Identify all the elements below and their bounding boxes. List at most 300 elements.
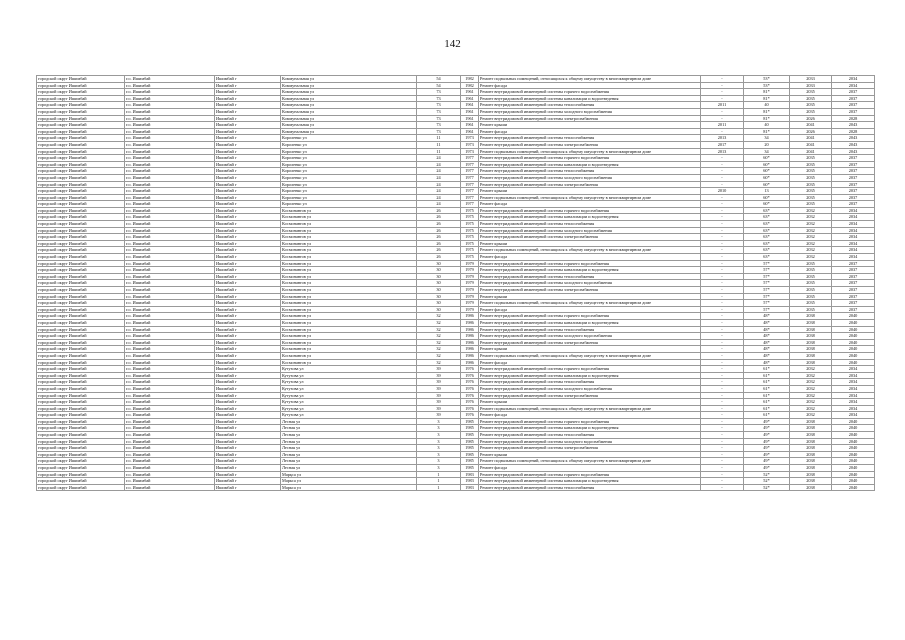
cell-municipality: городской округ Ишимбай (37, 458, 125, 465)
cell-wear-percent: 48* (744, 339, 790, 346)
cell-work-type: Ремонт внутридомовой инженерной системы холодного водоснабжения (479, 280, 701, 287)
cell-last-repair-year: - (701, 471, 744, 478)
cell-period-start: 2032 (790, 247, 832, 254)
cell-locality: Ишимбай г (215, 76, 281, 83)
cell-locality: Ишимбай г (215, 432, 281, 439)
table-row (37, 108, 875, 115)
table-row (37, 227, 875, 234)
cell-period-start: 2035 (790, 181, 832, 188)
cell-period-end: 2037 (832, 188, 875, 195)
cell-work-type: Ремонт внутридомовой инженерной системы канализации и водоотведения (479, 425, 701, 432)
cell-settlement: г.о. Ишимбай (125, 306, 215, 313)
cell-work-type: Ремонт подвальных помещений, относящихся к общему имуществу в многоквартирном доме (479, 352, 701, 359)
cell-build-year: 1985 (461, 465, 479, 472)
cell-build-year: 1961 (461, 128, 479, 135)
table-row (37, 82, 875, 89)
cell-last-repair-year: - (701, 115, 744, 122)
cell-work-type: Ремонт внутридомовой инженерной системы электроснабжения (479, 445, 701, 452)
cell-build-year: 1979 (461, 273, 479, 280)
cell-work-type: Ремонт внутридомовой инженерной системы теплоснабжения (479, 326, 701, 333)
cell-last-repair-year: - (701, 319, 744, 326)
cell-house-number: 11 (417, 135, 461, 142)
cell-last-repair-year: - (701, 465, 744, 472)
cell-build-year: 1985 (461, 451, 479, 458)
cell-last-repair-year: - (701, 260, 744, 267)
cell-build-year: 1985 (461, 425, 479, 432)
cell-period-end: 2037 (832, 108, 875, 115)
cell-work-type: Ремонт внутридомовой инженерной системы горячего водоснабжения (479, 155, 701, 162)
cell-last-repair-year: - (701, 214, 744, 221)
cell-period-end: 2034 (832, 234, 875, 241)
cell-period-end: 2034 (832, 82, 875, 89)
cell-period-end: 2037 (832, 194, 875, 201)
cell-wear-percent: 63* (744, 234, 790, 241)
cell-locality: Ишимбай г (215, 399, 281, 406)
table-row (37, 359, 875, 366)
cell-work-type: Ремонт внутридомовой инженерной системы теплоснабжения (479, 221, 701, 228)
table-row (37, 174, 875, 181)
cell-period-start: 2035 (790, 174, 832, 181)
cell-wear-percent: 60* (744, 201, 790, 208)
table-row (37, 201, 875, 208)
cell-work-type: Ремонт внутридомовой инженерной системы теплоснабжения (479, 168, 701, 175)
cell-build-year: 1979 (461, 280, 479, 287)
cell-municipality: городской округ Ишимбай (37, 108, 125, 115)
cell-last-repair-year: - (701, 227, 744, 234)
cell-build-year: 1983 (461, 484, 479, 491)
cell-build-year: 1979 (461, 300, 479, 307)
cell-house-number: 11 (417, 141, 461, 148)
cell-work-type: Ремонт фасада (479, 465, 701, 472)
cell-locality: Ишимбай г (215, 326, 281, 333)
cell-work-type: Ремонт фасада (479, 82, 701, 89)
cell-street: Лесная ул (281, 418, 417, 425)
cell-period-end: 2037 (832, 306, 875, 313)
cell-last-repair-year: - (701, 155, 744, 162)
cell-work-type: Ремонт внутридомовой инженерной системы холодного водоснабжения (479, 227, 701, 234)
cell-wear-percent: 63* (744, 227, 790, 234)
cell-work-type: Ремонт внутридомовой инженерной системы канализации и водоотведения (479, 372, 701, 379)
cell-period-end: 2034 (832, 240, 875, 247)
table-row (37, 445, 875, 452)
cell-settlement: г.о. Ишимбай (125, 227, 215, 234)
cell-last-repair-year: - (701, 76, 744, 83)
table-row (37, 188, 875, 195)
cell-house-number: 32 (417, 319, 461, 326)
cell-build-year: 1979 (461, 306, 479, 313)
cell-house-number: 24 (417, 174, 461, 181)
cell-municipality: городской округ Ишимбай (37, 168, 125, 175)
table-row (37, 405, 875, 412)
cell-locality: Ишимбай г (215, 287, 281, 294)
cell-period-end: 2040 (832, 465, 875, 472)
cell-street: Лесная ул (281, 425, 417, 432)
cell-last-repair-year: - (701, 359, 744, 366)
cell-build-year: 1979 (461, 287, 479, 294)
cell-street: Космонавтов ул (281, 287, 417, 294)
cell-street: Кутузова ул (281, 372, 417, 379)
cell-wear-percent: 48* (744, 352, 790, 359)
cell-municipality: городской округ Ишимбай (37, 287, 125, 294)
cell-last-repair-year: - (701, 445, 744, 452)
table-row (37, 392, 875, 399)
cell-municipality: городской округ Ишимбай (37, 293, 125, 300)
table-row (37, 155, 875, 162)
cell-period-start: 2032 (790, 372, 832, 379)
cell-build-year: 1985 (461, 432, 479, 439)
cell-house-number: 32 (417, 326, 461, 333)
cell-period-start: 2035 (790, 194, 832, 201)
cell-wear-percent: 49* (744, 465, 790, 472)
cell-work-type: Ремонт внутридомовой инженерной системы канализации и водоотведения (479, 95, 701, 102)
cell-municipality: городской округ Ишимбай (37, 405, 125, 412)
cell-build-year: 1977 (461, 168, 479, 175)
cell-work-type: Ремонт крыши (479, 451, 701, 458)
cell-house-number: 26 (417, 247, 461, 254)
table-row (37, 313, 875, 320)
cell-last-repair-year: - (701, 333, 744, 340)
cell-work-type: Ремонт внутридомовой инженерной системы канализации и водоотведения (479, 319, 701, 326)
cell-house-number: 3 (417, 465, 461, 472)
cell-municipality: городской округ Ишимбай (37, 148, 125, 155)
cell-locality: Ишимбай г (215, 471, 281, 478)
cell-work-type: Ремонт подвальных помещений, относящихся к общему имуществу в многоквартирном доме (479, 76, 701, 83)
cell-locality: Ишимбай г (215, 319, 281, 326)
cell-street: Космонавтов ул (281, 352, 417, 359)
cell-period-start: 2041 (790, 135, 832, 142)
cell-last-repair-year: 2011 (701, 102, 744, 109)
cell-municipality: городской округ Ишимбай (37, 254, 125, 261)
cell-settlement: г.о. Ишимбай (125, 352, 215, 359)
cell-house-number: 26 (417, 227, 461, 234)
cell-last-repair-year: - (701, 392, 744, 399)
cell-locality: Ишимбай г (215, 379, 281, 386)
cell-house-number: 73 (417, 95, 461, 102)
cell-period-end: 2037 (832, 168, 875, 175)
cell-locality: Ишимбай г (215, 188, 281, 195)
cell-municipality: городской округ Ишимбай (37, 451, 125, 458)
cell-house-number: 39 (417, 392, 461, 399)
cell-work-type: Ремонт крыши (479, 346, 701, 353)
cell-last-repair-year: - (701, 306, 744, 313)
cell-last-repair-year: - (701, 418, 744, 425)
cell-build-year: 1976 (461, 366, 479, 373)
cell-build-year: 1982 (461, 76, 479, 83)
cell-period-start: 2032 (790, 385, 832, 392)
cell-period-end: 2028 (832, 115, 875, 122)
cell-locality: Ишимбай г (215, 247, 281, 254)
cell-municipality: городской округ Ишимбай (37, 359, 125, 366)
cell-wear-percent: 48* (744, 346, 790, 353)
cell-municipality: городской округ Ишимбай (37, 385, 125, 392)
cell-wear-percent: 48* (744, 333, 790, 340)
cell-street: Короленко ул (281, 174, 417, 181)
cell-settlement: г.о. Ишимбай (125, 82, 215, 89)
cell-last-repair-year: - (701, 352, 744, 359)
cell-work-type: Ремонт внутридомовой инженерной системы электроснабжения (479, 115, 701, 122)
cell-settlement: г.о. Ишимбай (125, 221, 215, 228)
table-row (37, 425, 875, 432)
cell-period-end: 2037 (832, 293, 875, 300)
cell-last-repair-year: - (701, 379, 744, 386)
cell-street: Лесная ул (281, 451, 417, 458)
cell-build-year: 1986 (461, 359, 479, 366)
cell-wear-percent: 81* (744, 128, 790, 135)
cell-house-number: 11 (417, 148, 461, 155)
cell-work-type: Ремонт внутридомовой инженерной системы канализации и водоотведения (479, 161, 701, 168)
cell-locality: Ишимбай г (215, 161, 281, 168)
cell-house-number: 26 (417, 221, 461, 228)
cell-last-repair-year: - (701, 385, 744, 392)
cell-settlement: г.о. Ишимбай (125, 128, 215, 135)
cell-last-repair-year: - (701, 194, 744, 201)
cell-settlement: г.о. Ишимбай (125, 201, 215, 208)
cell-wear-percent: 13 (744, 188, 790, 195)
cell-settlement: г.о. Ишимбай (125, 155, 215, 162)
cell-period-start: 2038 (790, 471, 832, 478)
cell-house-number: 32 (417, 339, 461, 346)
cell-settlement: г.о. Ишимбай (125, 174, 215, 181)
cell-period-end: 2037 (832, 287, 875, 294)
cell-wear-percent: 60* (744, 194, 790, 201)
page-number: 142 (444, 38, 461, 50)
table-row (37, 326, 875, 333)
table-row (37, 478, 875, 485)
table-row (37, 102, 875, 109)
cell-municipality: городской округ Ишимбай (37, 465, 125, 472)
table-row (37, 194, 875, 201)
cell-street: Кутузова ул (281, 392, 417, 399)
cell-work-type: Ремонт внутридомовой инженерной системы теплоснабжения (479, 273, 701, 280)
cell-last-repair-year: - (701, 478, 744, 485)
cell-build-year: 1985 (461, 458, 479, 465)
cell-last-repair-year: - (701, 313, 744, 320)
cell-last-repair-year: 2011 (701, 122, 744, 129)
cell-municipality: городской округ Ишимбай (37, 333, 125, 340)
cell-period-start: 2035 (790, 102, 832, 109)
cell-build-year: 1976 (461, 379, 479, 386)
cell-locality: Ишимбай г (215, 227, 281, 234)
cell-wear-percent: 57* (744, 293, 790, 300)
cell-street: Коммунальная ул (281, 95, 417, 102)
cell-wear-percent: 57* (744, 273, 790, 280)
cell-locality: Ишимбай г (215, 451, 281, 458)
cell-locality: Ишимбай г (215, 352, 281, 359)
cell-wear-percent: 63* (744, 221, 790, 228)
cell-build-year: 1986 (461, 333, 479, 340)
cell-period-end: 2037 (832, 300, 875, 307)
cell-settlement: г.о. Ишимбай (125, 240, 215, 247)
table-row (37, 438, 875, 445)
cell-period-start: 2041 (790, 122, 832, 129)
cell-work-type: Ремонт фасада (479, 254, 701, 261)
cell-period-start: 2035 (790, 293, 832, 300)
cell-house-number: 30 (417, 293, 461, 300)
table-row (37, 293, 875, 300)
cell-build-year: 1975 (461, 254, 479, 261)
cell-work-type: Ремонт внутридомовой инженерной системы горячего водоснабжения (479, 89, 701, 96)
cell-locality: Ишимбай г (215, 181, 281, 188)
cell-street: Космонавтов ул (281, 240, 417, 247)
cell-settlement: г.о. Ишимбай (125, 293, 215, 300)
cell-work-type: Ремонт внутридомовой инженерной системы теплоснабжения (479, 135, 701, 142)
cell-last-repair-year: - (701, 234, 744, 241)
cell-wear-percent: 20 (744, 141, 790, 148)
cell-locality: Ишимбай г (215, 484, 281, 491)
cell-house-number: 24 (417, 155, 461, 162)
cell-period-end: 2040 (832, 313, 875, 320)
cell-street: Космонавтов ул (281, 207, 417, 214)
cell-locality: Ишимбай г (215, 280, 281, 287)
cell-wear-percent: 61* (744, 385, 790, 392)
cell-settlement: г.о. Ишимбай (125, 326, 215, 333)
cell-period-start: 2038 (790, 346, 832, 353)
cell-work-type: Ремонт внутридомовой инженерной системы холодного водоснабжения (479, 108, 701, 115)
cell-build-year: 1983 (461, 478, 479, 485)
cell-locality: Ишимбай г (215, 333, 281, 340)
cell-last-repair-year: - (701, 254, 744, 261)
cell-locality: Ишимбай г (215, 108, 281, 115)
table-row (37, 141, 875, 148)
cell-build-year: 1986 (461, 319, 479, 326)
cell-work-type: Ремонт внутридомовой инженерной системы горячего водоснабжения (479, 313, 701, 320)
cell-house-number: 39 (417, 399, 461, 406)
cell-municipality: городской округ Ишимбай (37, 425, 125, 432)
cell-period-start: 2032 (790, 221, 832, 228)
cell-house-number: 26 (417, 240, 461, 247)
cell-period-start: 2038 (790, 352, 832, 359)
cell-settlement: г.о. Ишимбай (125, 234, 215, 241)
table-row (37, 333, 875, 340)
cell-period-end: 2040 (832, 425, 875, 432)
cell-locality: Ишимбай г (215, 234, 281, 241)
cell-house-number: 30 (417, 306, 461, 313)
cell-locality: Ишимбай г (215, 254, 281, 261)
cell-work-type: Ремонт внутридомовой инженерной системы электроснабжения (479, 234, 701, 241)
cell-locality: Ишимбай г (215, 306, 281, 313)
cell-street: Короленко ул (281, 168, 417, 175)
cell-build-year: 1961 (461, 95, 479, 102)
cell-house-number: 1 (417, 484, 461, 491)
cell-build-year: 1977 (461, 194, 479, 201)
cell-locality: Ишимбай г (215, 385, 281, 392)
cell-build-year: 1977 (461, 155, 479, 162)
cell-locality: Ишимбай г (215, 405, 281, 412)
cell-municipality: городской округ Ишимбай (37, 188, 125, 195)
cell-wear-percent: 57* (744, 306, 790, 313)
cell-locality: Ишимбай г (215, 148, 281, 155)
cell-street: Космонавтов ул (281, 319, 417, 326)
cell-house-number: 54 (417, 82, 461, 89)
table-row (37, 221, 875, 228)
table-row (37, 247, 875, 254)
cell-house-number: 32 (417, 313, 461, 320)
cell-house-number: 73 (417, 89, 461, 96)
cell-last-repair-year: - (701, 346, 744, 353)
cell-street: Космонавтов ул (281, 339, 417, 346)
cell-last-repair-year: - (701, 293, 744, 300)
table-row (37, 372, 875, 379)
cell-locality: Ишимбай г (215, 392, 281, 399)
cell-municipality: городской округ Ишимбай (37, 155, 125, 162)
cell-work-type: Ремонт внутридомовой инженерной системы горячего водоснабжения (479, 260, 701, 267)
cell-period-start: 2035 (790, 280, 832, 287)
cell-wear-percent: 49* (744, 451, 790, 458)
cell-municipality: городской округ Ишимбай (37, 379, 125, 386)
cell-municipality: городской округ Ишимбай (37, 418, 125, 425)
cell-build-year: 1985 (461, 445, 479, 452)
cell-period-start: 2035 (790, 168, 832, 175)
cell-period-end: 2037 (832, 280, 875, 287)
cell-wear-percent: 57* (744, 267, 790, 274)
cell-settlement: г.о. Ишимбай (125, 148, 215, 155)
cell-period-end: 2034 (832, 214, 875, 221)
cell-settlement: г.о. Ишимбай (125, 346, 215, 353)
cell-work-type: Ремонт внутридомовой инженерной системы теплоснабжения (479, 432, 701, 439)
cell-period-end: 2040 (832, 346, 875, 353)
cell-period-end: 2043 (832, 122, 875, 129)
cell-municipality: городской округ Ишимбай (37, 339, 125, 346)
cell-work-type: Ремонт крыши (479, 240, 701, 247)
cell-work-type: Ремонт подвальных помещений, относящихся к общему имуществу в многоквартирном доме (479, 148, 701, 155)
cell-municipality: городской округ Ишимбай (37, 221, 125, 228)
cell-build-year: 1977 (461, 201, 479, 208)
cell-build-year: 1973 (461, 135, 479, 142)
cell-last-repair-year: 2013 (701, 135, 744, 142)
cell-locality: Ишимбай г (215, 115, 281, 122)
cell-period-start: 2032 (790, 234, 832, 241)
table-row (37, 385, 875, 392)
cell-settlement: г.о. Ишимбай (125, 379, 215, 386)
cell-settlement: г.о. Ишимбай (125, 247, 215, 254)
cell-wear-percent: 61* (744, 366, 790, 373)
cell-house-number: 32 (417, 333, 461, 340)
cell-build-year: 1976 (461, 399, 479, 406)
cell-wear-percent: 52* (744, 478, 790, 485)
cell-last-repair-year: - (701, 201, 744, 208)
cell-build-year: 1961 (461, 108, 479, 115)
cell-municipality: городской округ Ишимбай (37, 267, 125, 274)
cell-last-repair-year: - (701, 89, 744, 96)
cell-wear-percent: 63* (744, 214, 790, 221)
cell-period-start: 2038 (790, 458, 832, 465)
cell-municipality: городской округ Ишимбай (37, 174, 125, 181)
cell-wear-percent: 49* (744, 458, 790, 465)
cell-period-end: 2040 (832, 478, 875, 485)
cell-build-year: 1976 (461, 405, 479, 412)
cell-street: Короленко ул (281, 201, 417, 208)
cell-last-repair-year: - (701, 451, 744, 458)
cell-street: Кутузова ул (281, 405, 417, 412)
cell-municipality: городской округ Ишимбай (37, 214, 125, 221)
cell-settlement: г.о. Ишимбай (125, 102, 215, 109)
table-row (37, 240, 875, 247)
table-row (37, 168, 875, 175)
cell-locality: Ишимбай г (215, 194, 281, 201)
repair-schedule-table-container (36, 75, 874, 491)
cell-street: Короленко ул (281, 161, 417, 168)
cell-period-start: 2038 (790, 445, 832, 452)
table-row (37, 115, 875, 122)
cell-settlement: г.о. Ишимбай (125, 412, 215, 419)
cell-house-number: 32 (417, 346, 461, 353)
cell-period-start: 2038 (790, 359, 832, 366)
cell-house-number: 73 (417, 115, 461, 122)
repair-schedule-table (36, 75, 875, 491)
cell-build-year: 1979 (461, 293, 479, 300)
cell-municipality: городской округ Ишимбай (37, 438, 125, 445)
cell-locality: Ишимбай г (215, 339, 281, 346)
